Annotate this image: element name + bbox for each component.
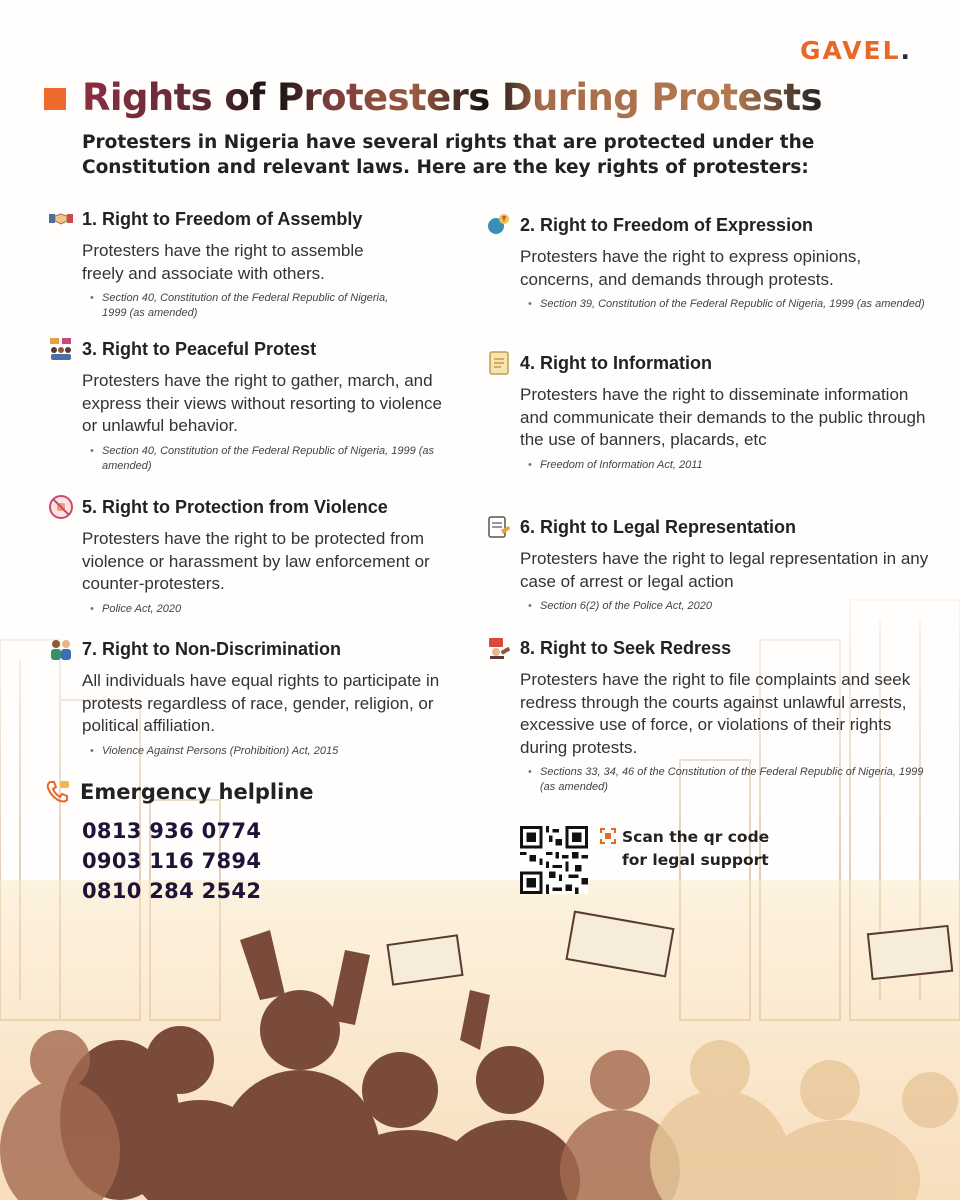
right-number-3: 3. xyxy=(82,338,98,359)
right-heading-6: Right to Legal Representation xyxy=(540,516,797,537)
right-description-3: Protesters have the right to gather, march, and express their views without resorting to violence or unlawful behavior. xyxy=(82,371,442,435)
brand-name: GAVEL xyxy=(800,36,901,65)
info-document-icon xyxy=(486,350,512,376)
right-heading-1: Right to Freedom of Assembly xyxy=(102,208,363,229)
judge-gavel-icon xyxy=(486,635,512,661)
handshake-icon xyxy=(48,206,74,232)
right-item-5 xyxy=(48,494,448,617)
right-description-4: Protesters have the right to disseminate information and communicate their demands to the public through the use of banners, placards, etc xyxy=(520,385,926,449)
crowd-signs-icon xyxy=(48,336,74,362)
qr-line-1: Scan the qr code xyxy=(622,828,770,846)
right-description-7: All individuals have equal rights to participate in protests regardless of race, gender, religion, or political affiliation. xyxy=(82,671,440,735)
right-heading-7: Right to Non-Discrimination xyxy=(102,638,342,659)
right-description-5: Protesters have the right to be protected from violence or harassment by law enforcement or counter-protesters. xyxy=(82,529,430,593)
right-citation-2: • Section 39, Constitution of the Federal Republic of Nigeria, 1999 (as amended) xyxy=(528,297,926,312)
qr-line-2: for legal support xyxy=(622,851,769,869)
right-citation-7: • Violence Against Persons (Prohibition) Act, 2015 xyxy=(90,744,448,759)
right-item-8 xyxy=(486,635,926,795)
right-item-7 xyxy=(48,636,448,759)
brand-dot: . xyxy=(900,36,913,65)
right-citation-5: • Police Act, 2020 xyxy=(90,602,448,617)
phone-icon xyxy=(44,778,72,806)
emergency-title: Emergency helpline xyxy=(80,780,314,804)
right-heading-5: Right to Protection from Violence xyxy=(102,496,388,517)
right-heading-4: Right to Information xyxy=(540,352,712,373)
right-heading-2: Right to Freedom of Expression xyxy=(540,214,814,235)
right-item-3 xyxy=(48,336,448,474)
right-citation-3: • Section 40, Constitution of the Federal Republic of Nigeria, 1999 (as amended) xyxy=(90,444,448,474)
legal-document-icon xyxy=(486,514,512,540)
right-description-6: Protesters have the right to legal representation in any case of arrest or legal action xyxy=(520,549,929,591)
right-title-7 xyxy=(82,639,341,660)
right-description-1: Protesters have the right to assemble freely and associate with others. xyxy=(82,241,364,283)
right-number-4: 4. xyxy=(520,352,536,373)
right-number-8: 8. xyxy=(520,637,536,658)
right-number-5: 5. xyxy=(82,496,98,517)
right-item-2 xyxy=(486,212,926,312)
page-title: Rights of Protesters During Protests xyxy=(82,76,822,119)
right-title-6 xyxy=(520,517,796,538)
helpline-number[interactable]: 0810 284 2542 xyxy=(82,879,262,903)
right-number-6: 6. xyxy=(520,516,536,537)
right-heading-3: Right to Peaceful Protest xyxy=(102,338,317,359)
diverse-people-icon xyxy=(48,636,74,662)
right-description-8: Protesters have the right to file complaints and seek redress through the courts against unlawful arrests, excessive use of force, or violations of their rights during protests. xyxy=(520,670,911,757)
right-number-7: 7. xyxy=(82,638,98,659)
right-title-3 xyxy=(82,339,316,360)
qr-instructions xyxy=(600,826,769,872)
right-item-6 xyxy=(486,514,936,614)
right-title-4 xyxy=(520,353,712,374)
right-item-4 xyxy=(486,350,926,473)
helpline-number[interactable]: 0813 936 0774 xyxy=(82,819,262,843)
gavel-logo xyxy=(800,36,912,65)
emergency-helpline xyxy=(44,778,314,806)
right-title-5 xyxy=(82,497,388,518)
scan-icon xyxy=(600,828,616,844)
qr-text-lines xyxy=(622,826,769,872)
no-violence-icon xyxy=(48,494,74,520)
right-item-1 xyxy=(48,206,408,321)
right-number-1: 1. xyxy=(82,208,98,229)
speaking-head-icon xyxy=(486,212,512,238)
right-citation-8: • Sections 33, 34, 46 of the Constitution of the Federal Republic of Nigeria, 1999 (as amended) xyxy=(528,765,926,795)
right-citation-6: • Section 6(2) of the Police Act, 2020 xyxy=(528,599,936,614)
right-description-2: Protesters have the right to express opinions, concerns, and demands through protests. xyxy=(520,247,862,289)
right-title-1 xyxy=(82,209,362,230)
helpline-number[interactable]: 0903 116 7894 xyxy=(82,849,262,873)
right-number-2: 2. xyxy=(520,214,536,235)
helpline-numbers xyxy=(82,816,261,906)
qr-code[interactable] xyxy=(520,826,588,894)
right-heading-8: Right to Seek Redress xyxy=(540,637,732,658)
right-title-8 xyxy=(520,638,731,659)
right-citation-1: • Section 40, Constitution of the Federal Republic of Nigeria, 1999 (as amended) xyxy=(90,291,408,321)
intro-text: Protesters in Nigeria have several rights that are protected under the Constitution and relevant laws. Here are the key rights of protesters: xyxy=(82,132,815,178)
right-citation-4: • Freedom of Information Act, 2011 xyxy=(528,458,926,473)
right-title-2 xyxy=(520,215,813,236)
title-marker xyxy=(44,88,66,110)
